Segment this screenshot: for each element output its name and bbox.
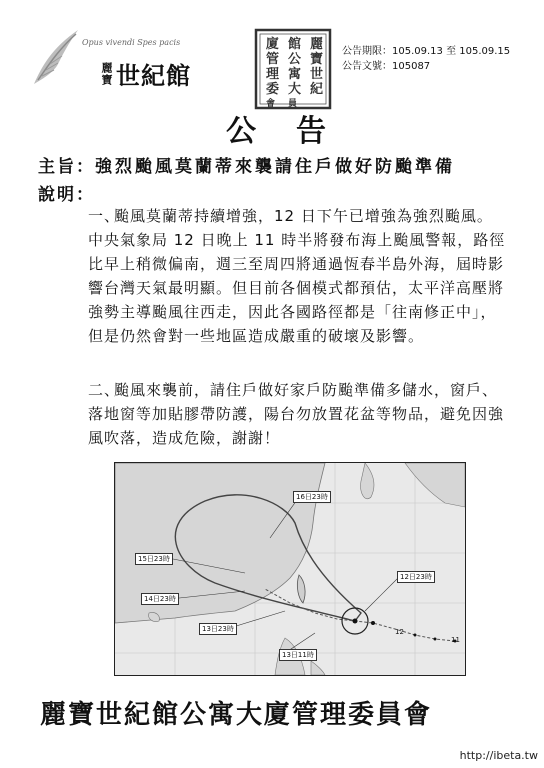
explanation-label: 說明： — [38, 185, 95, 205]
logo-name-small: 麗寶 — [100, 62, 113, 86]
svg-text:員: 員 — [288, 99, 298, 109]
item-text: 颱風來襲前，請住戶做好家戶防颱準備多儲水，窗戶、落地窗等加貼膠帶防護，陽台勿放置花盆等物品，避免因強風吹落，造成危險，謝謝！ — [88, 381, 505, 447]
svg-text:寶: 寶 — [310, 52, 324, 67]
notice-period — [342, 44, 510, 59]
map-label-13-11: 13日11時 — [279, 649, 317, 661]
svg-text:館: 館 — [288, 37, 302, 52]
committee-name: 麗寶世紀館公寓大廈管理委員會 — [40, 700, 433, 730]
period-value: 105.09.13 至 105.09.15 — [392, 46, 511, 57]
map-label-num-11: 11 — [451, 636, 460, 644]
notice-metadata — [342, 44, 510, 74]
doc-number-label: 公告文號： — [342, 61, 392, 72]
svg-text:麗: 麗 — [310, 37, 324, 52]
item-number: 一、 — [88, 207, 121, 225]
map-label-15: 15日23時 — [135, 553, 173, 565]
logo-script-text: Opus vivendi Spes pacis — [82, 38, 181, 47]
period-label: 公告期限： — [342, 46, 392, 57]
page-title: 公告 — [226, 114, 366, 149]
doc-number-value: 105087 — [392, 61, 431, 72]
logo-name-big: 世紀館 — [116, 62, 191, 90]
seal-stamp-icon — [254, 28, 332, 110]
item-number: 二、 — [88, 381, 121, 399]
svg-text:管: 管 — [266, 52, 280, 67]
item-text: 颱風莫蘭蒂持續增強，12 日下午已增強為強烈颱風。中央氣象局 12 日晚上 11 時半將發布海上颱風警報，路徑比早上稍微偏南，週三至周四將通過恆春半島外海，屆時影響台灣天氣最明顯。但目前各個模式都預估，太平洋高壓將強勢主導颱風往西走，因此各國路徑都是「往南修正中」，但是仍然會對一些地區造成嚴重的破壞及影響。 — [88, 207, 506, 345]
explanation-item — [88, 378, 508, 450]
subject-line — [38, 152, 455, 177]
map-label-14: 14日23時 — [141, 593, 179, 605]
subject-text: 強烈颱風莫蘭蒂來襲請住戶做好防颱準備 — [95, 157, 455, 177]
svg-text:廈: 廈 — [266, 37, 280, 52]
svg-text:紀: 紀 — [310, 82, 324, 97]
watermark: http://ibeta.tw — [459, 749, 538, 762]
map-graphic — [115, 463, 465, 675]
explanation-item — [88, 204, 508, 348]
quill-logo-icon — [28, 26, 88, 88]
svg-text:委: 委 — [266, 82, 280, 97]
map-label-12: 12日23時 — [397, 571, 435, 583]
map-label-num-12: 12 — [395, 628, 404, 636]
notice-doc-number — [342, 59, 510, 74]
svg-text:公: 公 — [288, 52, 302, 67]
map-label-13: 13日23時 — [199, 623, 237, 635]
svg-text:大: 大 — [288, 82, 302, 97]
svg-text:寓: 寓 — [288, 67, 302, 82]
building-logo — [28, 26, 198, 96]
committee-seal — [254, 28, 332, 110]
svg-text:會: 會 — [266, 99, 276, 109]
svg-text:世: 世 — [310, 67, 324, 82]
typhoon-track-map — [114, 462, 466, 676]
svg-text:理: 理 — [266, 67, 280, 82]
map-label-16: 16日23時 — [293, 491, 331, 503]
subject-label: 主旨： — [38, 157, 95, 177]
